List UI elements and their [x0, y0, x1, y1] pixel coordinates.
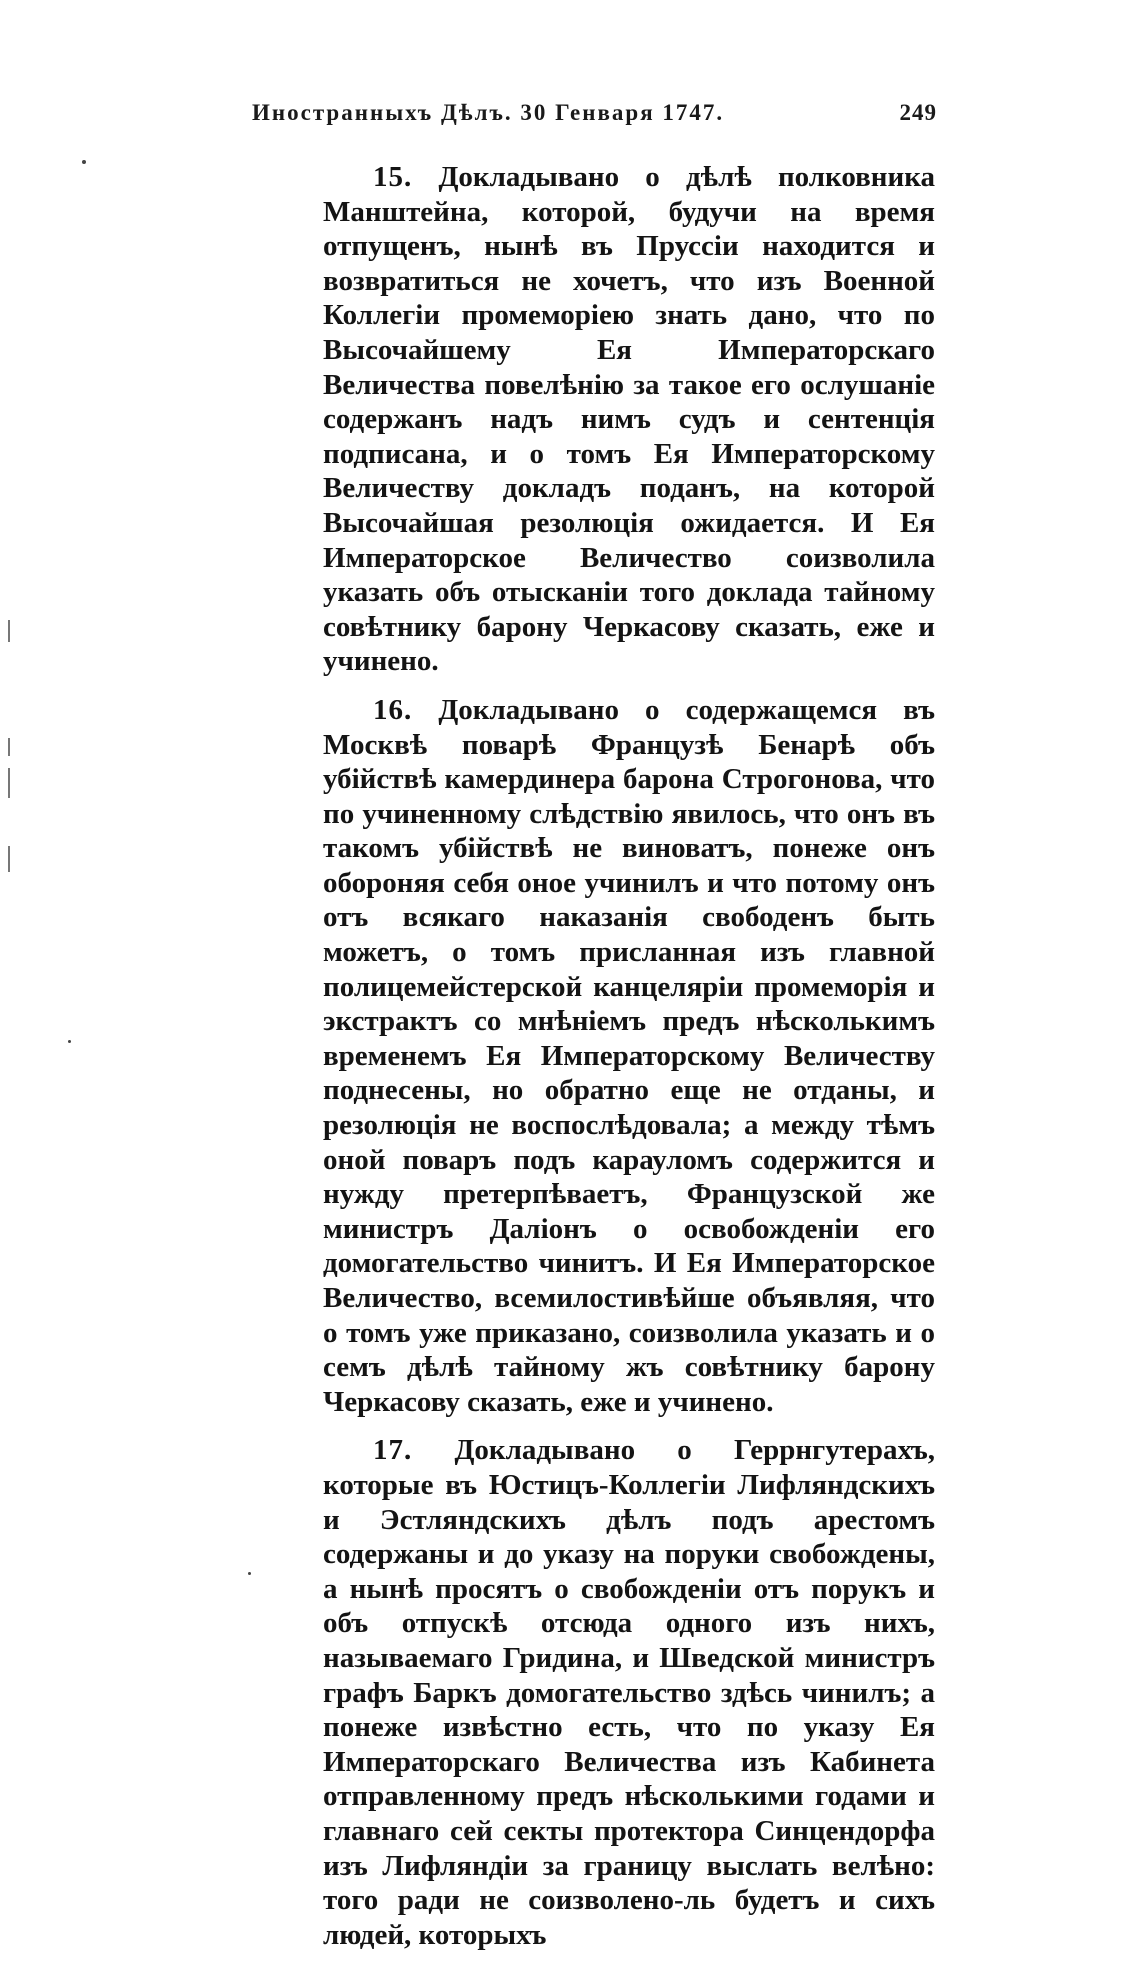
paragraph-text: Докладывано о дѣлѣ полковника Манштейна, которой, будучи на время отпущенъ, нынѣ въ Пруссіи находится и возвратиться не хочетъ, что изъ Военной Коллегіи промеморіею знать дано, что по Высочайшему Ея Императорскаго Величества повелѣнію за такое его ослушаніе содержанъ надъ нимъ судъ и сентенція подписана, и о томъ Ея Императорскому Величеству докладъ поданъ, на которой Высочайшая резолюція ожидается. И Ея Императорское Величество соизволила указать объ отысканіи того доклада тайному совѣтнику барону Черкасову сказать, еже и учинено. [323, 161, 935, 678]
running-title: Иностранныхъ Дѣлъ. 30 Генваря 1747. [252, 100, 725, 125]
paragraph-number: 17. [373, 1434, 413, 1467]
scan-speck [68, 1040, 71, 1043]
paragraph-number: 16. [373, 693, 413, 726]
paragraph-text: Докладывано о содержащемся въ Москвѣ поварѣ Французѣ Бенарѣ объ убійствѣ камердинера барона Строгонова, что по учиненному слѣдствію явилось, что онъ въ такомъ убійствѣ не виноватъ, понеже онъ обороняя себя оное учинилъ и что потому онъ отъ всякаго наказанія свободенъ быть можетъ, о томъ присланная изъ главной полицемейстерской канцеляріи промеморія и экстрактъ со мнѣніемъ предъ нѣсколькимъ временемъ Ея Императорскому Величеству поднесены, но обратно еще не отданы, и резолюція не воспослѣдовала; а между тѣмъ оной поваръ подъ карауломъ содержится и нужду претерпѣваетъ, Французской же министръ Даліонъ о освобожденіи его домогательство чинитъ. И Ея Императорское Величество, всемилостивѣйше объявляя, что о томъ уже приказано, соизволила указать и о семъ дѣлѣ тайному жъ совѣтнику барону Черкасову сказать, еже и учинено. [323, 693, 935, 1418]
paragraph-16 [323, 693, 935, 1419]
paragraph-17 [323, 1433, 935, 1952]
body-text [323, 160, 935, 1966]
scan-margin-mark [8, 846, 10, 872]
paragraph-text: Докладывано о Геррнгутерахъ, которые въ Юстицъ-Коллегіи Лифляндскихъ и Эстляндскихъ дѣлъ подъ арестомъ содержаны и до указу на поруки свобождены, а нынѣ просятъ о свобожденіи отъ порукъ и объ отпускѣ отсюда одного изъ нихъ, называемаго Гридина, и Шведской министръ графъ Баркъ домогательство здѣсь чинилъ; а понеже извѣстно есть, что по указу Ея Императорскаго Величества изъ Кабинета отправленному предъ нѣсколькими годами и главнаго сей секты протектора Синцендорфа изъ Лифляндіи за границу выслать велѣно: того ради не соизволено-ль будетъ и сихъ людей, которыхъ [323, 1434, 935, 1951]
paragraph-number: 15. [373, 161, 413, 193]
running-head [252, 100, 937, 140]
scan-margin-mark [8, 620, 10, 642]
scan-margin-mark [8, 768, 10, 798]
scan-speck [248, 1572, 251, 1575]
scan-speck [82, 160, 86, 164]
page-number: 249 [899, 100, 937, 125]
paragraph-15 [323, 160, 935, 679]
scan-margin-mark [8, 738, 10, 756]
